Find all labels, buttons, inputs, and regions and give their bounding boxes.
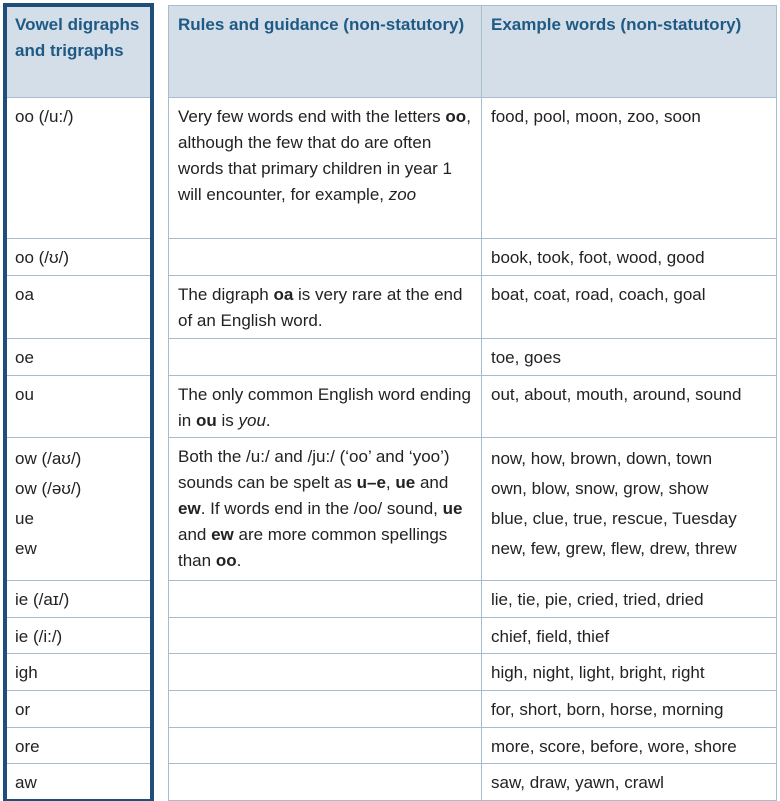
- rules-text: zoo: [388, 185, 417, 204]
- examples-cell: [482, 276, 777, 339]
- rules-text: and: [178, 525, 212, 544]
- table-row: [169, 654, 777, 691]
- grapheme-cell: [6, 276, 152, 339]
- rules-cell: [169, 654, 482, 691]
- bold-term: ew: [178, 499, 201, 518]
- table-row: [169, 691, 777, 728]
- rules-text: Very few words end with the letters: [178, 107, 446, 126]
- example-words: chief, field, thief: [491, 627, 610, 646]
- grapheme-cell: [6, 438, 152, 581]
- rules-text: .: [265, 411, 271, 430]
- table-row: [169, 618, 777, 654]
- grapheme-text: ew: [15, 539, 37, 558]
- rules-cell: [169, 339, 482, 376]
- grapheme-row: [6, 438, 152, 581]
- example-words: now, how, brown, down, town: [491, 449, 713, 468]
- table-row: [169, 438, 777, 581]
- rules-text: and: [415, 473, 449, 492]
- example-words: toe, goes: [491, 348, 561, 367]
- grapheme-row: [6, 691, 152, 728]
- examples-cell: [482, 618, 777, 654]
- bold-term: oo: [445, 107, 467, 126]
- examples-cell: [482, 239, 777, 276]
- grapheme-cell: [6, 654, 152, 691]
- example-words: more, score, before, wore, shore: [491, 737, 737, 756]
- grapheme-text: ue: [15, 509, 34, 528]
- rules-cell: [169, 98, 482, 239]
- example-words: food, pool, moon, zoo, soon: [491, 107, 701, 126]
- bold-term: ew: [211, 525, 234, 544]
- rules-text: Both the /u:/ and /ju:/ (‘oo’ and ‘yoo’) sounds can be spelt as: [178, 447, 450, 492]
- rules-text: The digraph: [178, 285, 274, 304]
- table-row: [169, 581, 777, 618]
- bold-term: u–e: [356, 473, 386, 492]
- bold-term: oa: [273, 285, 294, 304]
- examples-cell: [482, 339, 777, 376]
- grapheme-text: oo (/u:/): [15, 107, 74, 126]
- bold-term: ou: [195, 411, 217, 430]
- rules-cell: [169, 239, 482, 276]
- example-words: own, blow, snow, grow, show: [491, 479, 709, 498]
- grapheme-text: oa: [15, 285, 34, 304]
- grapheme-row: [6, 654, 152, 691]
- rules-cell: [169, 376, 482, 438]
- rules-examples-table: [168, 5, 777, 801]
- grapheme-row: [6, 376, 152, 438]
- table-row: [169, 239, 777, 276]
- grapheme-text: ie (/i:/): [15, 627, 63, 646]
- grapheme-cell: [6, 581, 152, 618]
- example-words: saw, draw, yawn, crawl: [491, 773, 664, 792]
- bold-term: ue: [395, 473, 416, 492]
- grapheme-row: [6, 239, 152, 276]
- grapheme-row: [6, 728, 152, 764]
- grapheme-text: or: [15, 700, 31, 719]
- table-row: [169, 376, 777, 438]
- bold-term: ue: [442, 499, 463, 518]
- grapheme-text: aw: [15, 773, 37, 792]
- grapheme-text: oe: [15, 348, 34, 367]
- examples-cell: [482, 764, 777, 801]
- grapheme-cell: [6, 764, 152, 801]
- examples-cell: [482, 654, 777, 691]
- rules-text: you: [238, 411, 266, 430]
- grapheme-cell: [6, 239, 152, 276]
- rules-text: are more common spellings than: [178, 525, 448, 570]
- examples-cell: [482, 438, 777, 581]
- rules-text: . If words end in the /oo/ sound,: [200, 499, 443, 518]
- header-examples: Example words (non-statutory): [482, 6, 777, 98]
- grapheme-text: ow (/əʊ/): [15, 479, 82, 498]
- rules-text: , although the few that do are often words that primary children in year 1 will encounter, for example,: [178, 107, 471, 204]
- table-row: [169, 764, 777, 801]
- grapheme-cell: [6, 98, 152, 239]
- grapheme-row: [6, 581, 152, 618]
- grapheme-row: [6, 98, 152, 239]
- grapheme-column-table: [5, 5, 152, 801]
- examples-cell: [482, 581, 777, 618]
- grapheme-text: ou: [15, 385, 34, 404]
- bold-term: oo: [215, 551, 237, 570]
- example-words: blue, clue, true, rescue, Tuesday: [491, 509, 737, 528]
- grapheme-cell: [6, 618, 152, 654]
- rules-cell: [169, 438, 482, 581]
- examples-cell: [482, 728, 777, 764]
- rules-cell: [169, 581, 482, 618]
- example-words: for, short, born, horse, morning: [491, 700, 724, 719]
- grapheme-cell: [6, 339, 152, 376]
- grapheme-text: ie (/aɪ/): [15, 590, 70, 609]
- table-row: [169, 98, 777, 239]
- grapheme-cell: [6, 376, 152, 438]
- example-words: high, night, light, bright, right: [491, 663, 705, 682]
- example-words: out, about, mouth, around, sound: [491, 385, 742, 404]
- examples-cell: [482, 691, 777, 728]
- grapheme-cell: [6, 691, 152, 728]
- rules-cell: [169, 764, 482, 801]
- rules-text: The only common English word ending in: [178, 385, 471, 430]
- grapheme-row: [6, 339, 152, 376]
- table-row: [169, 728, 777, 764]
- header-vowel-digraphs: Vowel digraphs and trigraphs: [6, 6, 152, 98]
- example-words: book, took, foot, wood, good: [491, 248, 705, 267]
- rules-text: is very rare at the end of an English word.: [178, 285, 463, 330]
- grapheme-text: oo (/ʊ/): [15, 248, 70, 267]
- example-words: boat, coat, road, coach, goal: [491, 285, 706, 304]
- grapheme-cell: [6, 728, 152, 764]
- rules-text: .: [236, 551, 242, 570]
- rules-text: ,: [385, 473, 396, 492]
- example-words: new, few, grew, flew, drew, threw: [491, 539, 737, 558]
- rules-cell: [169, 728, 482, 764]
- rules-cell: [169, 691, 482, 728]
- example-words: lie, tie, pie, cried, tried, dried: [491, 590, 704, 609]
- grapheme-text: ore: [15, 737, 40, 756]
- grapheme-text: igh: [15, 663, 38, 682]
- grapheme-text: ow (/aʊ/): [15, 449, 82, 468]
- rules-cell: [169, 276, 482, 339]
- grapheme-row: [6, 764, 152, 801]
- rules-text: is: [216, 411, 239, 430]
- header-rules: Rules and guidance (non-statutory): [169, 6, 482, 98]
- table-row: [169, 276, 777, 339]
- rules-cell: [169, 618, 482, 654]
- grapheme-row: [6, 618, 152, 654]
- grapheme-row: [6, 276, 152, 339]
- table-row: [169, 339, 777, 376]
- examples-cell: [482, 376, 777, 438]
- examples-cell: [482, 98, 777, 239]
